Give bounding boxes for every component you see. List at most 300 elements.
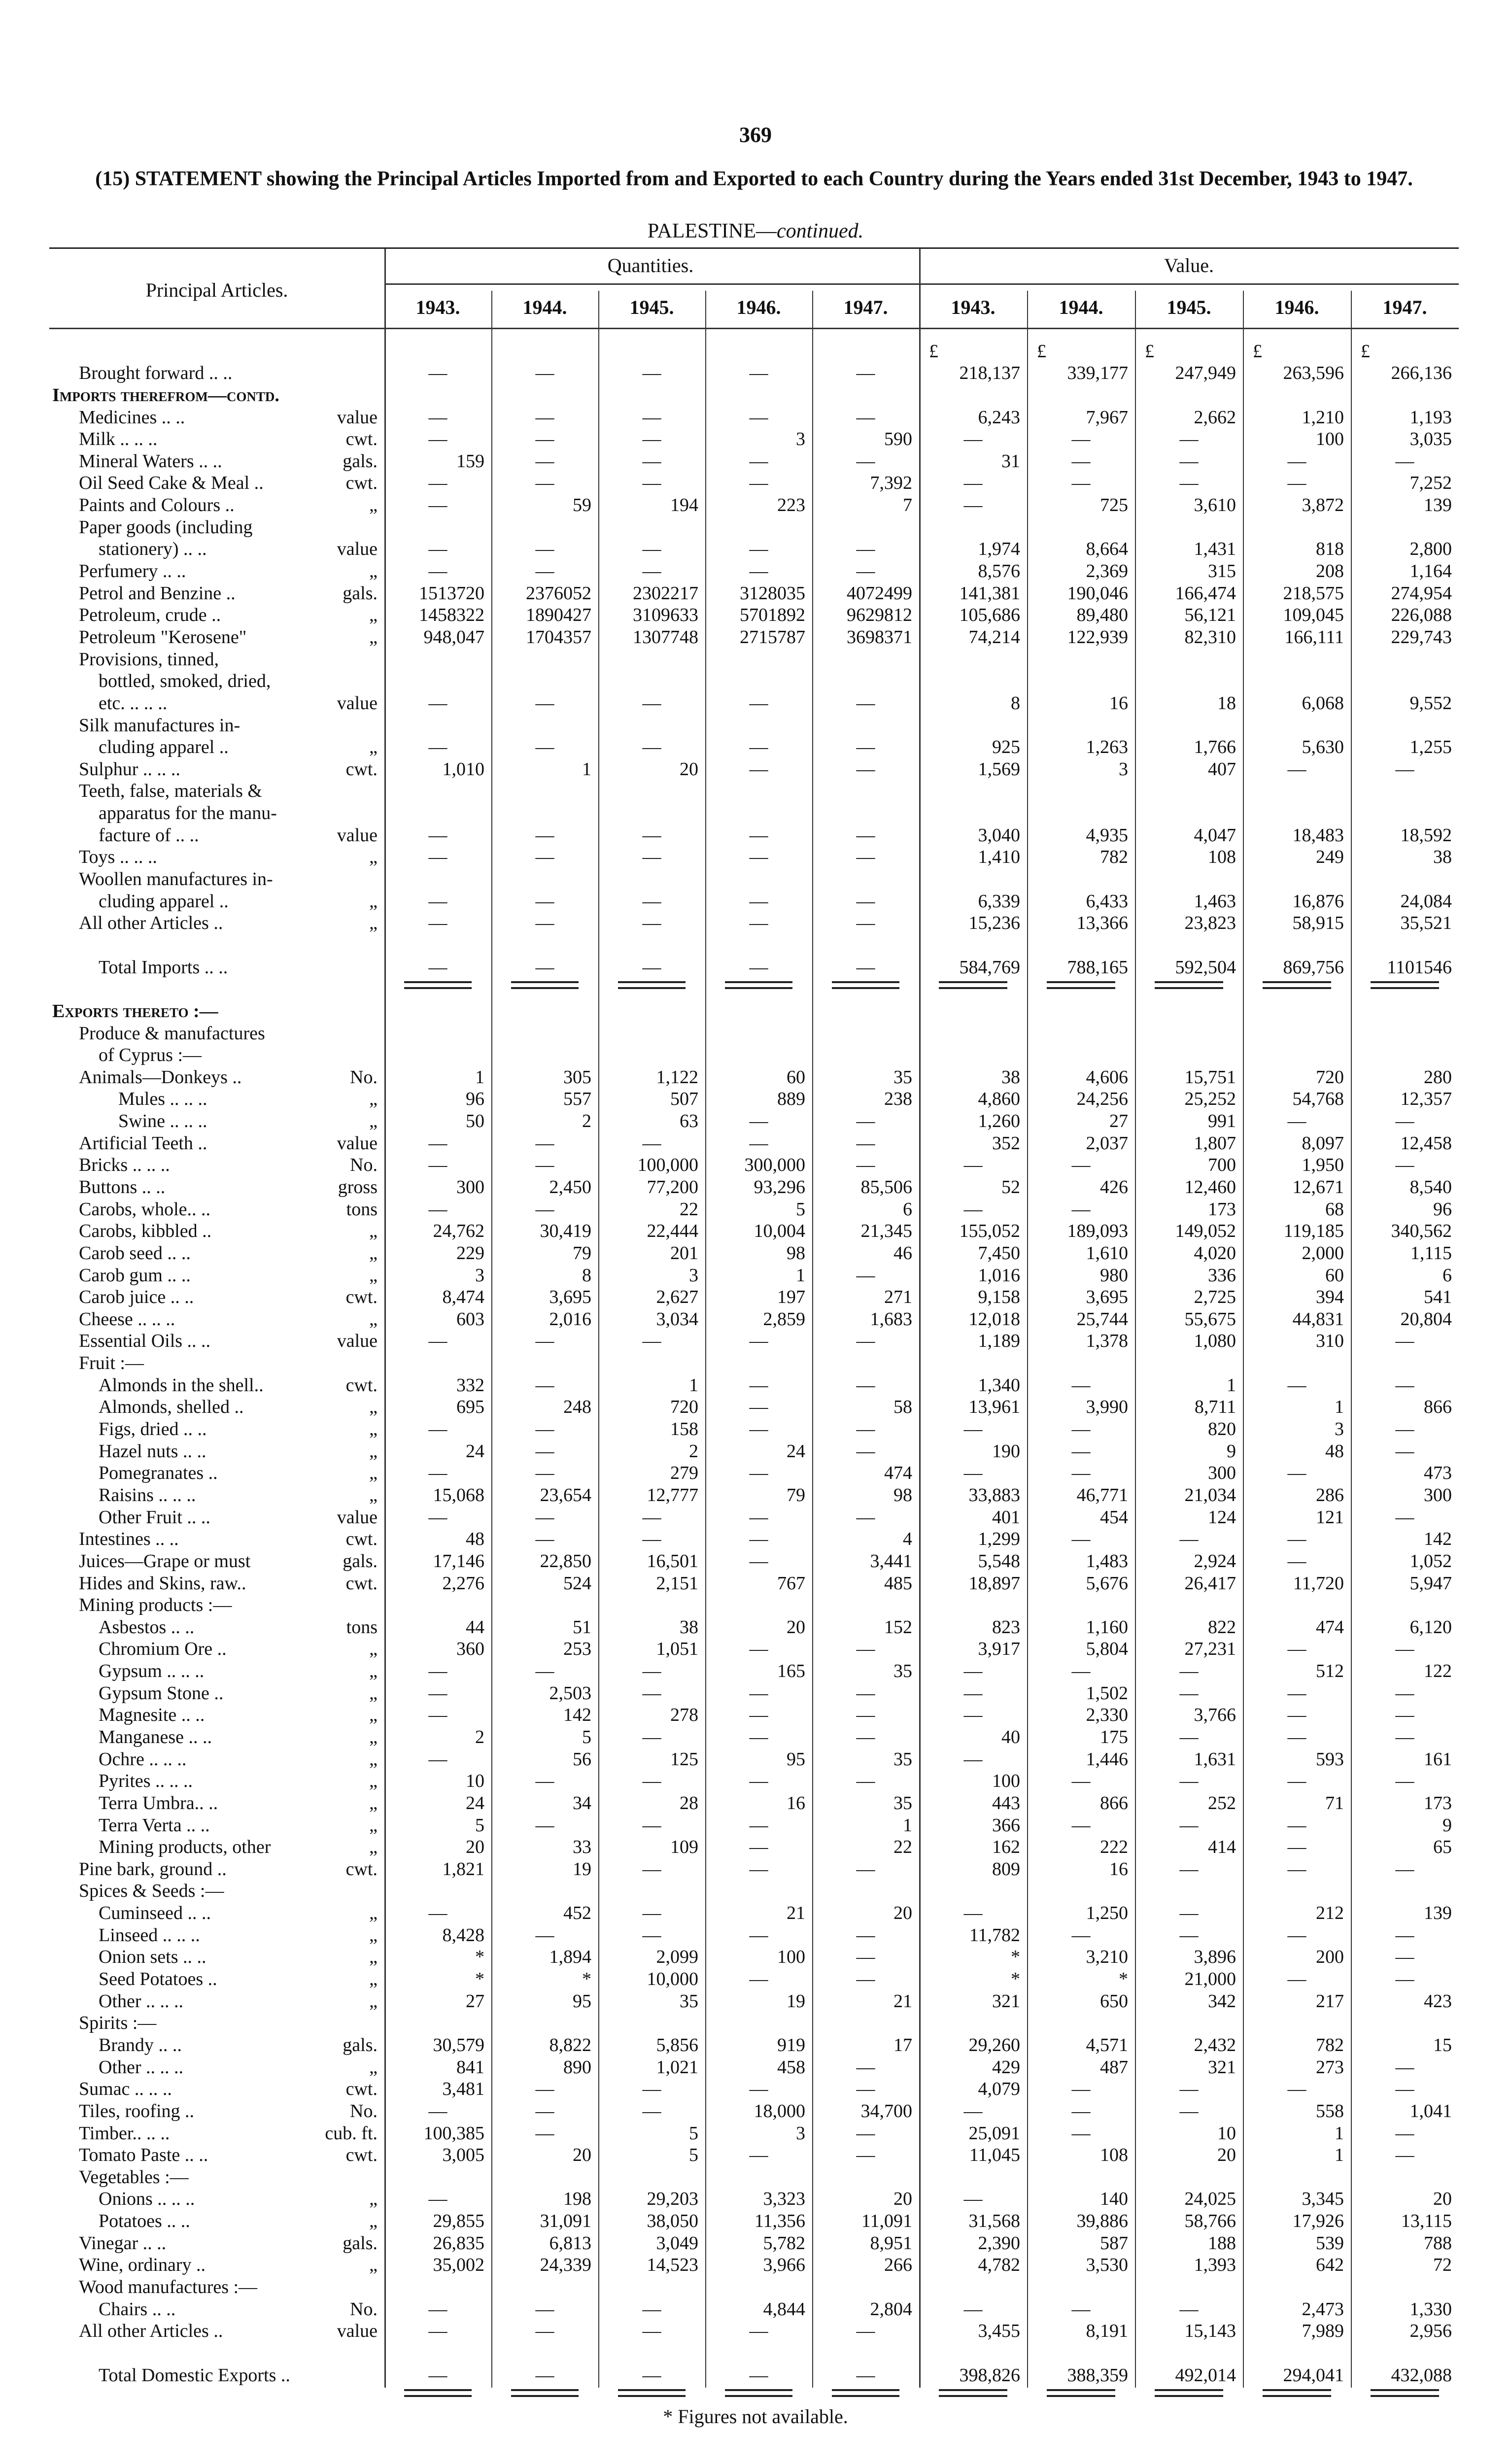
unit-label: „	[369, 2056, 378, 2078]
currency-symbol: £	[1361, 341, 1370, 362]
article-name: Manganese .. ..	[99, 1727, 212, 1747]
value-cell	[1351, 384, 1459, 406]
table-row	[49, 1110, 1459, 1132]
table-row	[49, 648, 1459, 670]
article-label	[49, 1462, 384, 1484]
value-cell: —	[1179, 1727, 1199, 1747]
value-cell: 592,504	[1175, 957, 1236, 978]
quantity-cell: —	[749, 561, 768, 582]
value-cell	[1351, 1044, 1459, 1066]
value-cell: 247,949	[1175, 363, 1236, 384]
value-cell: —	[1395, 1639, 1414, 1660]
quantity-cell	[598, 384, 705, 406]
quantity-cell: 2,276	[442, 1573, 484, 1594]
quantity-cell: —	[535, 1440, 554, 1462]
article-name: Hides and Skins, raw..	[79, 1573, 246, 1594]
quantity-cell: 30,419	[540, 1221, 591, 1242]
total-double-rule	[1047, 981, 1115, 989]
quantity-cell: —	[749, 957, 768, 978]
table-row	[49, 1022, 1459, 1044]
quantity-cell	[384, 1594, 491, 1616]
value-cell: 809	[992, 1858, 1020, 1880]
unit-label: cwt.	[345, 1374, 378, 1396]
article-label	[49, 1924, 384, 1946]
quantity-cell: 1	[475, 1066, 484, 1088]
value-cell: 1,766	[1194, 737, 1236, 758]
table-row	[49, 2210, 1459, 2232]
table-row	[49, 1572, 1459, 1594]
article-label	[49, 2276, 384, 2298]
table-row	[49, 1154, 1459, 1176]
table-row	[49, 2034, 1459, 2056]
value-cell: 492,014	[1175, 2364, 1236, 2386]
value-cell: 339,177	[1067, 363, 1128, 384]
quantity-cell: 266	[884, 2255, 912, 2276]
table-row	[49, 1308, 1459, 1330]
quantity-cell	[384, 384, 491, 406]
article-label	[49, 824, 384, 846]
value-cell: 1,255	[1409, 737, 1452, 758]
quantity-cell: 33	[573, 1837, 591, 1858]
quantity-cell	[491, 2276, 598, 2298]
total-double-rule	[404, 981, 472, 989]
value-cell: 60	[1325, 1265, 1344, 1286]
value-cell	[919, 2012, 1027, 2034]
value-cell: —	[1287, 1705, 1306, 1726]
quantity-cell	[812, 802, 919, 824]
article-label	[49, 1770, 384, 1792]
table-row	[49, 824, 1459, 846]
quantity-cell: 2,016	[549, 1308, 591, 1330]
quantity-cell: —	[642, 1924, 661, 1946]
value-cell: —	[1287, 1858, 1306, 1880]
quantity-cell	[491, 868, 598, 890]
value-cell: 4,860	[978, 1089, 1020, 1110]
unit-label: „	[369, 1727, 378, 1747]
quantity-cell: —	[428, 2100, 447, 2122]
value-cell: 15	[1433, 2034, 1452, 2055]
article-name: Vegetables :—	[79, 2166, 189, 2188]
value-cell	[1351, 1352, 1459, 1374]
article-label	[49, 2364, 384, 2386]
article-label	[49, 2100, 384, 2122]
quantity-cell: 695	[456, 1397, 484, 1418]
article-name: Vinegar .. ..	[79, 2232, 167, 2254]
table-row	[49, 1528, 1459, 1550]
quantity-cell: 5701892	[740, 605, 805, 626]
article-name: Imports therefrom—contd.	[52, 384, 279, 406]
quantity-cell: 2,099	[656, 1947, 698, 1968]
value-cell: —	[1395, 1771, 1414, 1792]
article-name: Bricks .. .. ..	[79, 1155, 170, 1176]
quantity-cell: —	[535, 1132, 554, 1154]
article-label	[49, 2210, 384, 2232]
quantity-cell: 271	[884, 1287, 912, 1308]
quantity-cell: 198	[563, 2189, 591, 2210]
value-cell: 226,088	[1391, 605, 1452, 626]
quantity-cell: 59	[573, 495, 591, 516]
quantity-cell: —	[749, 1727, 768, 1747]
table-row	[49, 1770, 1459, 1792]
value-cell	[1243, 670, 1351, 692]
value-cell: 33,883	[968, 1484, 1020, 1506]
quantity-cell: —	[428, 1132, 447, 1154]
quantity-cell: 1,683	[870, 1308, 912, 1330]
quantity-cell: —	[749, 1397, 768, 1418]
value-cell: 21,034	[1184, 1484, 1236, 1506]
year-header: 1947.	[843, 296, 888, 318]
value-cell: 5,804	[1086, 1639, 1128, 1660]
quantity-cell: 332	[456, 1374, 484, 1396]
table-row	[49, 1968, 1459, 1990]
value-cell: 2,000	[1302, 1242, 1344, 1264]
article-name: Magnesite .. ..	[99, 1705, 205, 1726]
quantity-cell: —	[642, 450, 661, 472]
quantity-cell: —	[535, 2079, 554, 2100]
quantity-cell: —	[535, 824, 554, 846]
quantity-cell: 27	[466, 1990, 484, 2012]
value-cell: 1	[1227, 1374, 1236, 1396]
quantity-cell: 109	[670, 1837, 698, 1858]
value-cell: 1,210	[1302, 407, 1344, 428]
currency-row	[49, 340, 1459, 362]
value-cell	[919, 670, 1027, 692]
quantity-cell: —	[428, 1506, 447, 1528]
value-cell: 274,954	[1391, 582, 1452, 604]
quantity-cell	[491, 802, 598, 824]
value-cell: 822	[1208, 1616, 1236, 1638]
value-cell: 27,231	[1184, 1639, 1236, 1660]
value-cell: 105,686	[959, 605, 1020, 626]
unit-label: „	[369, 1903, 378, 1924]
article-name: Animals—Donkeys ..	[79, 1066, 242, 1088]
table-row	[49, 2254, 1459, 2276]
quantity-cell: 35	[893, 1661, 912, 1682]
quantity-cell: —	[749, 890, 768, 912]
quantity-cell: 229	[456, 1242, 484, 1264]
value-cell: 20	[1217, 2145, 1236, 2166]
quantity-cell: 35	[680, 1990, 698, 2012]
value-cell	[1243, 868, 1351, 890]
value-cell: 3,896	[1194, 1947, 1236, 1968]
unit-label: gals.	[343, 582, 378, 604]
value-cell	[1027, 868, 1135, 890]
value-cell	[919, 516, 1027, 538]
quantity-cell	[384, 2166, 491, 2188]
quantity-cell: 5	[582, 1727, 591, 1747]
value-cell: 8,191	[1086, 2321, 1128, 2342]
table-row	[49, 1440, 1459, 1462]
value-cell: *	[1011, 1969, 1020, 1990]
quantity-cell: —	[642, 913, 661, 934]
article-name: Chairs .. ..	[99, 2298, 176, 2320]
article-name: Pine bark, ground ..	[79, 1858, 227, 1880]
article-label	[49, 1066, 384, 1088]
quantity-cell: 19	[573, 1858, 591, 1880]
currency-symbol: £	[929, 341, 938, 362]
value-cell: —	[1071, 1814, 1091, 1836]
quantity-cell	[812, 1000, 919, 1022]
quantity-cell: 23,654	[540, 1484, 591, 1506]
value-cell: 6,339	[978, 890, 1020, 912]
value-cell: 1,164	[1409, 561, 1452, 582]
article-label	[49, 1352, 384, 1374]
quantity-cell	[705, 384, 812, 406]
value-cell: —	[1071, 2079, 1091, 2100]
value-cell: 173	[1208, 1198, 1236, 1220]
value-cell	[919, 802, 1027, 824]
quantity-cell: —	[428, 1661, 447, 1682]
value-cell: 217	[1316, 1990, 1344, 2012]
quantity-cell: —	[642, 2298, 661, 2320]
quantity-cell: —	[749, 758, 768, 780]
unit-label: „	[369, 737, 378, 758]
quantity-cell: 1,051	[656, 1639, 698, 1660]
quantity-cell: —	[856, 1705, 875, 1726]
value-cell	[1135, 1022, 1243, 1044]
table-row	[49, 1990, 1459, 2012]
quantity-cell: 2302217	[633, 582, 698, 604]
quantity-cell	[598, 516, 705, 538]
value-cell: —	[963, 2298, 983, 2320]
quantity-cell: 21	[787, 1903, 805, 1924]
article-label	[49, 2298, 384, 2320]
article-label	[49, 1000, 384, 1022]
quantity-cell: 3,481	[442, 2079, 484, 2100]
quantity-cell: 1307748	[633, 626, 698, 648]
table-row	[49, 2056, 1459, 2078]
country-name: PALESTINE—	[647, 220, 777, 242]
table-row	[49, 934, 1459, 956]
article-label	[49, 1330, 384, 1352]
value-cell	[1027, 2342, 1135, 2364]
article-name: Intestines .. ..	[79, 1529, 179, 1550]
quantity-cell: —	[535, 913, 554, 934]
article-label	[49, 1946, 384, 1968]
quantity-cell: —	[428, 957, 447, 978]
unit-label: value	[337, 407, 378, 428]
quantity-cell: —	[749, 824, 768, 846]
quantity-cell: —	[856, 450, 875, 472]
quantity-cell: 1,821	[442, 1858, 484, 1880]
value-cell: 68	[1325, 1198, 1344, 1220]
value-cell: —	[1179, 1814, 1199, 1836]
value-cell: 190,046	[1067, 582, 1128, 604]
table-row	[49, 472, 1459, 494]
quantity-cell: 3128035	[740, 582, 805, 604]
unit-label: tons	[346, 1616, 378, 1638]
table-row	[49, 2100, 1459, 2122]
value-cell: —	[1287, 1639, 1306, 1660]
quantity-cell: —	[749, 1705, 768, 1726]
article-label	[49, 692, 384, 714]
quantity-cell: 919	[777, 2034, 805, 2055]
unit-label: value	[337, 2321, 378, 2342]
table-row	[49, 1836, 1459, 1858]
unit-label: „	[369, 1682, 378, 1704]
value-cell: —	[1071, 1419, 1091, 1440]
quantity-cell	[491, 2166, 598, 2188]
value-cell: 300	[1424, 1484, 1452, 1506]
quantity-cell	[491, 1880, 598, 1902]
total-double-rule	[1155, 2389, 1223, 2397]
table-row	[49, 626, 1459, 648]
article-label	[49, 1154, 384, 1176]
total-double-rule	[1263, 981, 1331, 989]
table-row	[49, 582, 1459, 604]
value-cell: 166,111	[1284, 626, 1344, 648]
value-cell: —	[1395, 1727, 1414, 1747]
quantity-cell: 485	[884, 1573, 912, 1594]
value-cell: 188	[1208, 2232, 1236, 2254]
total-double-rule	[511, 2389, 579, 2397]
quantity-cell: —	[856, 561, 875, 582]
quantity-cell: 2	[689, 1440, 698, 1462]
quantity-cell	[491, 648, 598, 670]
table-row	[49, 758, 1459, 780]
article-name: Almonds in the shell..	[99, 1374, 264, 1396]
quantity-cell	[384, 648, 491, 670]
article-name: cluding apparel ..	[99, 737, 229, 758]
article-label	[49, 1264, 384, 1286]
quantity-cell: —	[535, 2100, 554, 2122]
value-cell: 11,045	[969, 2145, 1020, 2166]
total-double-rule	[511, 981, 579, 989]
quantity-cell	[705, 1022, 812, 1044]
quantity-cell	[812, 516, 919, 538]
quantity-cell: —	[428, 913, 447, 934]
article-label	[49, 538, 384, 560]
quantity-cell: 19	[787, 1990, 805, 2012]
value-cell: 31,568	[968, 2211, 1020, 2232]
value-cell: 3,040	[978, 824, 1020, 846]
quantity-cell	[705, 1880, 812, 1902]
unit-label: value	[337, 1132, 378, 1154]
quantity-cell: 95	[787, 1748, 805, 1770]
total-double-rule	[832, 2389, 899, 2397]
value-cell: 100	[1316, 429, 1344, 450]
quantity-cell: —	[856, 2079, 875, 2100]
quantity-cell: 125	[670, 1748, 698, 1770]
value-cell: 991	[1208, 1111, 1236, 1132]
value-cell: 166,474	[1175, 582, 1236, 604]
quantity-cell: 197	[777, 1287, 805, 1308]
unit-label: value	[337, 1506, 378, 1528]
quantity-cell: 12,777	[647, 1484, 698, 1506]
value-cell: 7,989	[1302, 2321, 1344, 2342]
year-header: 1943.	[415, 296, 460, 318]
unit-label: „	[369, 1242, 378, 1264]
value-cell: 539	[1316, 2232, 1344, 2254]
quantity-cell	[812, 1044, 919, 1066]
value-cell: 29,260	[968, 2034, 1020, 2055]
quantity-cell: 35	[893, 1748, 912, 1770]
article-label	[49, 1638, 384, 1660]
article-label	[49, 670, 384, 692]
value-cell: 11,782	[969, 1924, 1020, 1946]
quantity-cell	[705, 802, 812, 824]
value-cell: 782	[1100, 847, 1128, 868]
article-name: Buttons .. ..	[79, 1176, 166, 1198]
article-name: Woollen manufactures in-	[79, 869, 273, 890]
quantity-cell: —	[428, 495, 447, 516]
quantity-cell: 58	[893, 1397, 912, 1418]
quantity-cell	[705, 1352, 812, 1374]
value-cell: 124	[1208, 1506, 1236, 1528]
quantity-cell	[705, 934, 812, 956]
principal-articles-header: Principal Articles.	[145, 279, 288, 301]
article-label	[49, 1550, 384, 1572]
value-cell: 6,433	[1086, 890, 1128, 912]
value-cell: 1,483	[1086, 1550, 1128, 1572]
value-cell: 1,160	[1086, 1616, 1128, 1638]
article-name: Petroleum "Kerosene"	[79, 626, 247, 648]
quantity-cell: —	[856, 1969, 875, 1990]
value-cell	[1243, 2166, 1351, 2188]
quantity-cell: 15,068	[433, 1484, 484, 1506]
quantity-cell	[491, 934, 598, 956]
quantity-cell: —	[642, 429, 661, 450]
quantity-cell: 35	[893, 1792, 912, 1814]
value-cell: —	[1395, 1947, 1414, 1968]
quantity-cell: —	[428, 824, 447, 846]
article-label	[49, 1902, 384, 1924]
table-row	[49, 2342, 1459, 2364]
article-name: Carobs, whole.. ..	[79, 1198, 211, 1220]
article-label	[49, 1088, 384, 1110]
quantity-cell	[384, 802, 491, 824]
value-cell	[1135, 2342, 1243, 2364]
quantity-cell	[491, 1044, 598, 1066]
value-cell: —	[963, 1155, 983, 1176]
value-cell: 823	[992, 1616, 1020, 1638]
quantity-cell: 3,049	[656, 2232, 698, 2254]
article-name: Other Fruit .. ..	[99, 1506, 210, 1528]
value-cell: 4,079	[978, 2079, 1020, 2100]
value-cell	[1243, 2342, 1351, 2364]
quantity-cell: 1704357	[526, 626, 591, 648]
quantity-cell: —	[428, 692, 447, 714]
quantity-cell: —	[856, 1419, 875, 1440]
article-label	[49, 582, 384, 604]
value-cell: —	[1287, 1924, 1306, 1946]
value-cell	[1027, 780, 1135, 802]
quantity-cell: —	[642, 561, 661, 582]
quantity-cell: —	[642, 1858, 661, 1880]
quantity-cell: —	[428, 429, 447, 450]
value-cell	[1027, 648, 1135, 670]
quantity-cell: —	[856, 737, 875, 758]
value-cell: 1,052	[1409, 1550, 1452, 1572]
quantity-cell: 1,010	[442, 758, 484, 780]
quantity-cell: 6,813	[549, 2232, 591, 2254]
value-cell: 1,193	[1409, 407, 1452, 428]
value-cell: 8,576	[978, 561, 1020, 582]
quantity-cell: *	[475, 1969, 484, 1990]
quantity-cell: 3109633	[633, 605, 698, 626]
quantity-cell: —	[749, 2145, 768, 2166]
article-name: etc. .. .. ..	[99, 692, 168, 714]
unit-label: tons	[346, 1198, 378, 1220]
value-cell: —	[1071, 473, 1091, 494]
unit-label: No.	[350, 1066, 378, 1088]
unit-label: „	[369, 1661, 378, 1682]
article-name: Tomato Paste .. ..	[79, 2145, 208, 2166]
quantity-cell	[705, 1594, 812, 1616]
value-cell: 26,417	[1184, 1573, 1236, 1594]
article-name: Wood manufactures :—	[79, 2277, 258, 2298]
quantity-cell: —	[856, 847, 875, 868]
